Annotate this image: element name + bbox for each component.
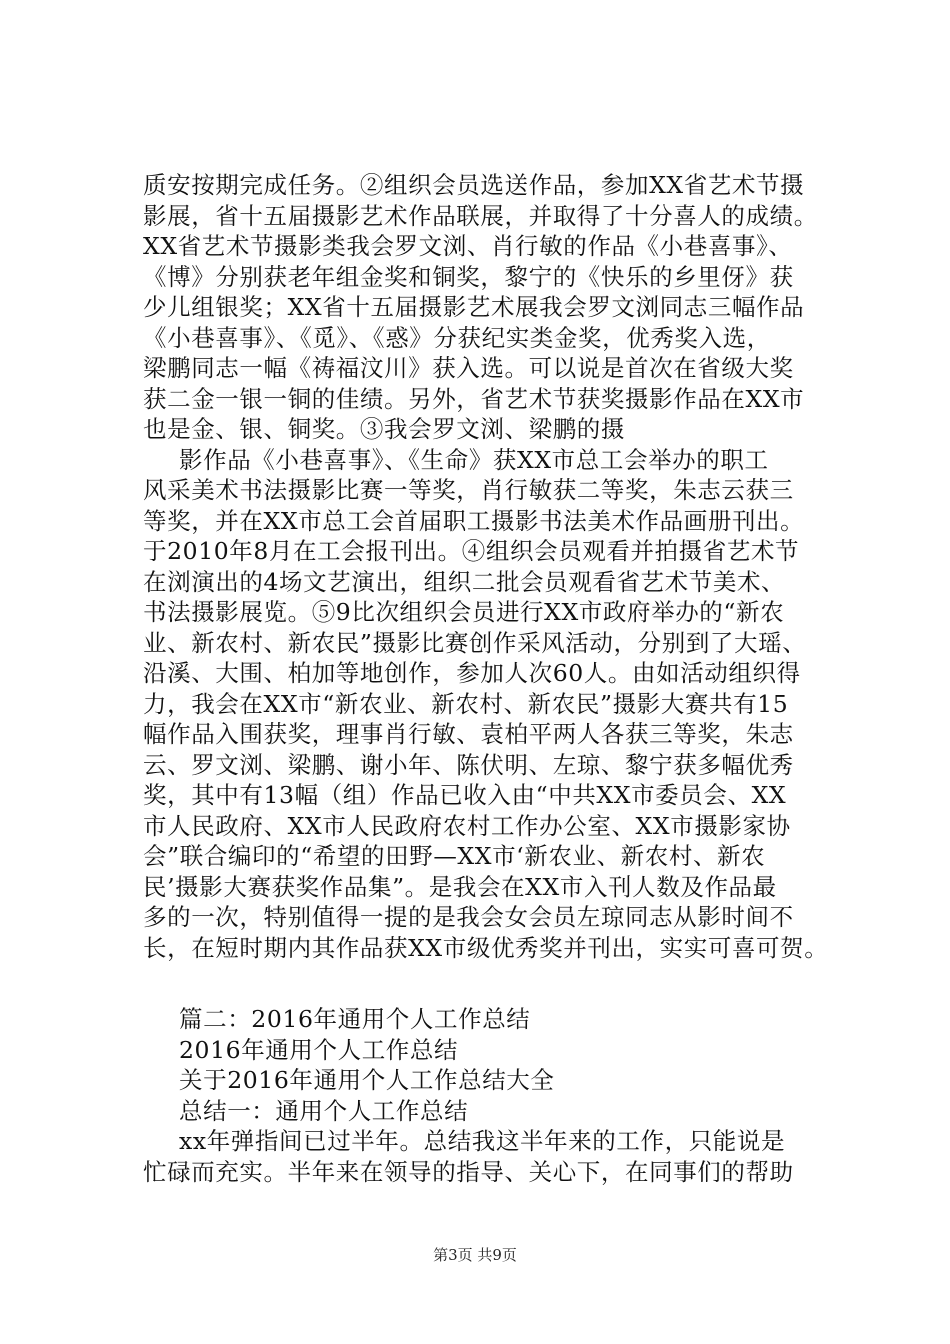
paragraph-line: 多的一次，特别值得一提的是我会女会员左琼同志从影时间不 [143, 903, 794, 931]
paragraph-line: 民’摄影大赛获奖作品集”。是我会在XX市入刊人数及作品最 [143, 872, 777, 901]
paragraph-line: 力，我会在XX市“新农业、新农村、新农民”摄影大赛共有15 [143, 689, 789, 718]
paragraph-line: 业、新农村、新农民”摄影比赛创作采风活动，分别到了大瑶、 [143, 628, 807, 657]
paragraph-line: 《小巷喜事》、《觅》、《惑》分获纪实类金奖，优秀奖入选， [143, 323, 771, 352]
paragraph-line: 市人民政府、XX市人民政府农村工作办公室、XX市摄影家协 [143, 811, 791, 840]
paragraph-line: 奖，其中有13幅（组）作品已收入由“中共XX市委员会、XX [143, 781, 787, 809]
paragraph-line: 也是金、银、铜奖。③我会罗文浏、梁鹏的摄 [143, 415, 625, 443]
section-heading: 总结一：通用个人工作总结 [179, 1096, 469, 1125]
paragraph-line: 《博》分别获老年组金奖和铜奖，黎宁的《快乐的乡里伢》获 [143, 262, 794, 291]
paragraph-line: 影展，省十五届摄影艺术作品联展，并取得了十分喜人的成绩。 [143, 201, 818, 230]
section-heading: 关于2016年通用个人工作总结大全 [179, 1066, 555, 1094]
paragraph-line: xx年弹指间已过半年。总结我这半年来的工作，只能说是 [179, 1127, 786, 1155]
paragraph-line: 风采美术书法摄影比赛一等奖，肖行敏获二等奖，朱志云获三 [143, 476, 794, 504]
paragraph-line: 忙碌而充实。半年来在领导的指导、关心下，在同事们的帮助 [143, 1157, 794, 1186]
paragraph-line: 长，在短时期内其作品获XX市级优秀奖并刊出，实实可喜可贺。 [143, 933, 829, 962]
section-heading: 2016年通用个人工作总结 [179, 1035, 459, 1064]
paragraph-line: 梁鹏同志一幅《祷福汶川》获入选。可以说是首次在省级大奖 [143, 354, 794, 382]
paragraph-line: 影作品《小巷喜事》、《生命》获XX市总工会举办的职工 [179, 445, 769, 474]
section-gap [143, 963, 843, 1004]
paragraph-line: 在浏演出的4场文艺演出，组织二批会员观看省艺术节美术、 [143, 567, 786, 596]
paragraph-line: 于2010年8月在工会报刊出。④组织会员观看并拍摄省艺术节 [143, 537, 800, 565]
paragraph-line: 少儿组银奖；XX省十五届摄影艺术展我会罗文浏同志三幅作品 [143, 293, 805, 321]
paragraph-line: 书法摄影展览。⑤9比次组织会员进行XX市政府举办的“新农 [143, 598, 785, 626]
paragraph-line: 沿溪、大围、柏加等地创作，参加人次60人。由如活动组织得 [143, 659, 801, 687]
paragraph-line: 云、罗文浏、梁鹏、谢小年、陈伏明、左琼、黎宁获多幅优秀 [143, 750, 794, 779]
section-heading: 篇二：2016年通用个人工作总结 [179, 1005, 531, 1033]
paragraph-line: 幅作品入围获奖，理事肖行敏、袁柏平两人各获三等奖，朱志 [143, 720, 794, 748]
paragraph-line: 获二金一银一铜的佳绩。另外，省艺术节获奖摄影作品在XX市 [143, 384, 805, 413]
document-body [143, 170, 843, 1187]
paragraph-line: 等奖，并在XX市总工会首届职工摄影书法美术作品画册刊出。 [143, 506, 805, 535]
paragraph-line: 会”联合编印的“希望的田野—XX市‘新农业、新农村、新农 [143, 842, 766, 870]
page-footer: 第3页 共9页 [433, 1246, 517, 1264]
paragraph-line: XX省艺术节摄影类我会罗文浏、肖行敏的作品《小巷喜事》、 [143, 232, 793, 260]
paragraph-line: 质安按期完成任务。②组织会员选送作品，参加XX省艺术节摄 [143, 171, 805, 199]
